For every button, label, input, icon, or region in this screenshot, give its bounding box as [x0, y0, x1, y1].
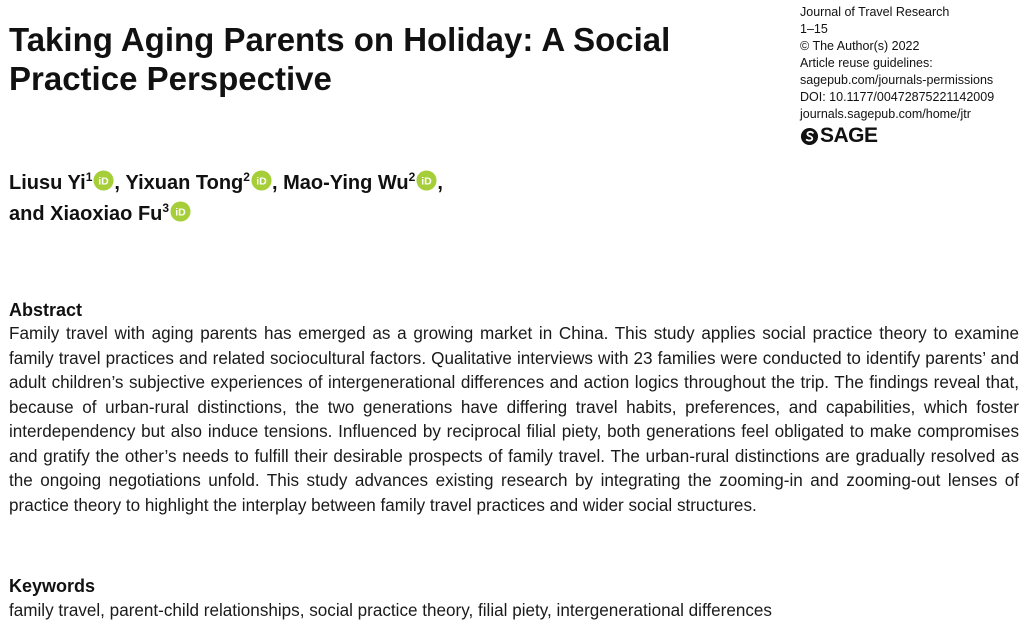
author-1 [9, 172, 126, 194]
author-affiliation: 2 [408, 170, 416, 184]
orcid-icon[interactable] [416, 170, 437, 191]
reuse-guidelines-label: Article reuse guidelines: [800, 56, 933, 70]
svg-text:iD: iD [98, 175, 110, 188]
author-name: Liusu Yi [9, 172, 86, 194]
author-name: Yixuan Tong [125, 172, 244, 194]
page-range: 1–15 [800, 22, 828, 36]
keywords-heading: Keywords [9, 576, 96, 596]
abstract-heading: Abstract [9, 300, 83, 320]
reuse-guidelines-link[interactable]: sagepub.com/journals-permissions [800, 73, 994, 87]
author-4 [9, 203, 191, 225]
orcid-icon[interactable] [93, 170, 114, 191]
author-affiliation: 2 [243, 170, 250, 184]
author-name: Xiaoxiao Fu [50, 203, 163, 225]
journal-name: Journal of Travel Research [800, 5, 950, 19]
author-name: Mao-Ying Wu [283, 172, 409, 194]
article-title [9, 20, 769, 98]
journal-url[interactable]: journals.sagepub.com/home/jtr [800, 107, 971, 121]
publisher-logo [800, 124, 1022, 148]
sage-logo-icon [800, 127, 819, 146]
article-title-line-2: Practice Perspective [9, 60, 332, 97]
doi[interactable]: DOI: 10.1177/00472875221142009 [800, 90, 995, 104]
author-3 [283, 172, 443, 194]
journal-info [800, 4, 1022, 148]
publisher-logo-text: SAGE [820, 124, 878, 147]
author-separator: , [114, 172, 126, 194]
svg-text:iD: iD [175, 206, 186, 219]
author-separator: , [437, 172, 443, 194]
author-affiliation: 1 [85, 170, 93, 184]
author-affiliation: 3 [162, 201, 170, 215]
orcid-icon[interactable] [170, 201, 191, 222]
keywords-text: family travel, parent-child relationships, social practice theory, filial piety, intergenerational differences [9, 601, 772, 620]
article-title-line-1: Taking Aging Parents on Holiday: A Social [9, 21, 671, 58]
author-list [9, 168, 769, 230]
author-prefix: and [9, 203, 51, 225]
author-separator: , [271, 172, 284, 194]
orcid-icon[interactable] [251, 170, 272, 191]
copyright: © The Author(s) 2022 [800, 39, 920, 53]
author-2 [126, 172, 284, 194]
svg-text:iD: iD [421, 175, 433, 188]
svg-text:iD: iD [256, 175, 267, 188]
abstract-text: Family travel with aging parents has emerged as a growing market in China. This study applies social practice theory to examine family travel practices and related sociocultural factors. Qualitative interviews with 23 families were conducted to identify parents’ and adult children’s subjective experiences of intergenerational differences and action logics throughout the trip. The findings reveal that, because of urban-rural distinctions, the two generations have differing travel habits, preferences, and capabilities, which foster interdependency but also induce tensions. Influenced by reciprocal filial piety, both generations feel obligated to make compromises and gratify the other’s needs to fulfill their desirable prospects of family travel. The urban-rural distinctions are gradually resolved as the ongoing negotiations unfold. This study advances existing research by integrating the zooming-in and zooming-out lenses of practice theory to highlight the interplay between family travel practices and wider social structures. [9, 324, 1019, 515]
